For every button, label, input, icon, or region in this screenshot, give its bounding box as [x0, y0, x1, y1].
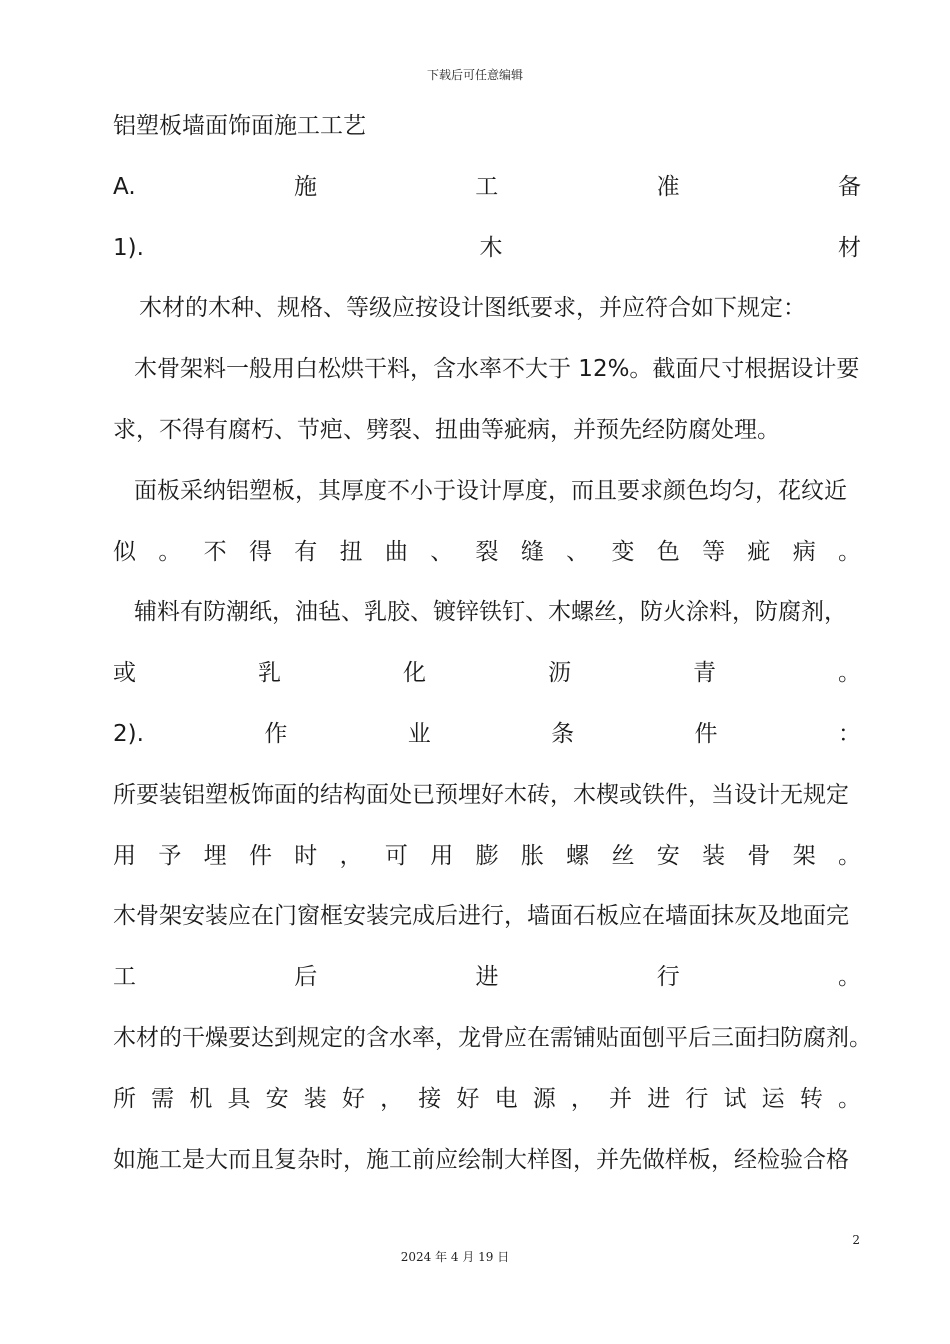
paragraph-2-line-1: 木骨架料一般用白松烘干料，含水率不大于 12%。截面尺寸根据设计要 — [134, 356, 860, 383]
justified-char: 源 — [532, 1085, 556, 1112]
justified-char: 所 — [113, 1085, 136, 1112]
page-header: 下载后可任意编辑 — [426, 68, 523, 82]
justified-char: 螺 — [566, 842, 590, 869]
paragraph-4-line-2 — [113, 651, 861, 712]
justified-char: 后 — [294, 964, 318, 991]
paragraph-5-line-2 — [113, 834, 861, 895]
justified-char: 裂 — [475, 538, 499, 565]
justified-char: 接 — [418, 1085, 442, 1112]
justified-char: 病 — [792, 538, 816, 565]
paragraph-3-line-1: 面板采纳铝塑板，其厚度不小于设计厚度，而且要求颜色均匀，花纹近 — [134, 477, 847, 504]
justified-char: 缝 — [520, 538, 544, 565]
justified-char: 装 — [303, 1085, 327, 1112]
justified-char: 装 — [702, 842, 726, 869]
justified-char: 具 — [227, 1085, 251, 1112]
paragraph-7: 木材的干燥要达到规定的含水率，龙骨应在需铺贴面刨平后三面扫防腐剂。 — [113, 1024, 872, 1051]
justified-char: 乳 — [258, 660, 281, 687]
justified-char: 丝 — [611, 842, 635, 869]
justified-char: 得 — [248, 538, 272, 565]
justified-char: 可 — [384, 842, 408, 869]
justified-char: 。 — [838, 842, 861, 869]
justified-char: 用 — [113, 842, 136, 869]
justified-char: 扭 — [339, 538, 363, 565]
justified-char: 。 — [158, 538, 182, 565]
justified-char: ： — [837, 720, 861, 747]
justified-char: 安 — [656, 842, 680, 869]
justified-char: 件 — [248, 842, 272, 869]
justified-char: 予 — [158, 842, 182, 869]
justified-char: 等 — [702, 538, 726, 565]
paragraph-1: 木材的木种、规格、等级应按设计图纸要求，并应符合如下规定： — [139, 295, 806, 322]
paragraph-2-line-2: 求，不得有腐朽、节疤、劈裂、扭曲等疵病，并预先经防腐处理。 — [113, 416, 780, 443]
justified-char: 。 — [838, 538, 861, 565]
justified-char: 安 — [265, 1085, 289, 1112]
justified-char: 或 — [113, 660, 136, 687]
document-body — [113, 104, 872, 1198]
justified-char: 。 — [838, 660, 861, 687]
page-number: 2 — [852, 1233, 860, 1247]
justified-char: 、 — [430, 538, 454, 565]
justified-char: 好 — [341, 1085, 365, 1112]
justified-char: 。 — [837, 1085, 861, 1112]
justified-char: 运 — [761, 1085, 785, 1112]
justified-char: 架 — [792, 842, 816, 869]
justified-char: 疵 — [747, 538, 771, 565]
justified-char: 进 — [647, 1085, 671, 1112]
justified-char: 沥 — [548, 660, 571, 687]
justified-char: 业 — [407, 720, 431, 747]
justified-char: 用 — [430, 842, 454, 869]
justified-char: ， — [380, 1085, 404, 1112]
justified-char: 胀 — [520, 842, 544, 869]
justified-char: 。 — [838, 964, 861, 991]
justified-char: 并 — [609, 1085, 633, 1112]
justified-char: 骨 — [747, 842, 771, 869]
paragraph-3-line-2 — [113, 530, 861, 591]
justified-char: 工 — [113, 964, 136, 991]
justified-char: 进 — [475, 964, 499, 991]
document-title: 铝塑板墙面饰面施工工艺 — [113, 113, 366, 139]
item-1-heading: 1). 木 材 — [113, 234, 861, 261]
justified-char: 机 — [189, 1085, 213, 1112]
justified-char: 变 — [611, 538, 635, 565]
justified-char: 作 — [264, 720, 288, 747]
section-a-heading: A. 施 工 准 备 — [113, 173, 861, 200]
justified-char: 色 — [656, 538, 680, 565]
justified-char: 时 — [294, 842, 318, 869]
page-footer-date: 2024 年 4 月 19 日 — [400, 1250, 510, 1264]
justified-char: 、 — [566, 538, 590, 565]
justified-char: 转 — [799, 1085, 823, 1112]
paragraph-4-line-1: 辅料有防潮纸，油毡、乳胶、镀锌铁钉、木螺丝，防火涂料，防腐剂， — [134, 599, 847, 626]
justified-char: 青 — [693, 660, 716, 687]
justified-char: 2). — [113, 720, 144, 747]
item-2-heading — [113, 712, 861, 773]
justified-char: 化 — [403, 660, 426, 687]
justified-char: 埋 — [203, 842, 227, 869]
justified-char: 膨 — [475, 842, 499, 869]
paragraph-5-line-1: 所要装铝塑板饰面的结构面处已预埋好木砖，木楔或铁件，当设计无规定 — [113, 781, 849, 808]
paragraph-6-line-1: 木骨架安装应在门窗框安装完成后进行，墙面石板应在墙面抹灰及地面完 — [113, 903, 849, 930]
justified-char: ， — [570, 1085, 594, 1112]
justified-char: 件 — [694, 720, 718, 747]
justified-char: 好 — [456, 1085, 480, 1112]
justified-char: 行 — [656, 964, 680, 991]
paragraph-9: 如施工是大而且复杂时，施工前应绘制大样图，并先做样板，经检验合格 — [113, 1146, 849, 1173]
justified-char: 试 — [723, 1085, 747, 1112]
justified-char: 不 — [203, 538, 227, 565]
justified-char: 电 — [494, 1085, 518, 1112]
justified-char: 有 — [294, 538, 318, 565]
justified-char: 曲 — [384, 538, 408, 565]
justified-char: 条 — [551, 720, 575, 747]
justified-char: 需 — [151, 1085, 175, 1112]
justified-char: 行 — [685, 1085, 709, 1112]
justified-char: ， — [339, 842, 363, 869]
paragraph-8 — [113, 1077, 861, 1138]
justified-char: 似 — [113, 538, 136, 565]
paragraph-6-line-2 — [113, 955, 861, 1016]
